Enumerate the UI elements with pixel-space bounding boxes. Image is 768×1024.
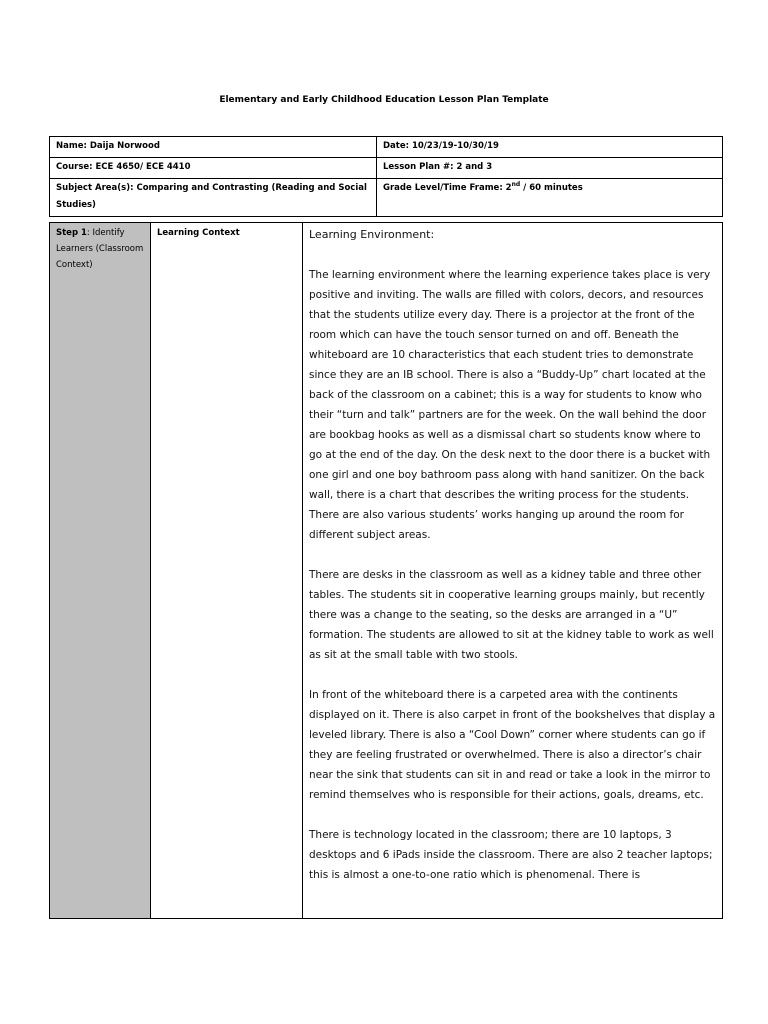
course-field: Course: ECE 4650/ ECE 4410 <box>50 158 377 179</box>
grade-level-sup: nd <box>511 181 521 189</box>
subject-area-field: Subject Area(s): Comparing and Contrasting (Reading and Social Studies) <box>50 179 377 217</box>
step-description: : Identify Learners (Classroom Context) <box>56 228 144 270</box>
step-1-table <box>49 222 723 919</box>
grade-level-prefix: Grade Level/Time Frame: 2 <box>383 183 512 193</box>
paragraph: The learning environment where the learning experience takes place is very positive and inviting. The walls are filled with colors, decors, and resources that the students utilize every day. There is a projector at the front of the room which can have the touch sensor turned on and off. Beneath the whiteboard are 10 characteristics that each student tries to demonstrate since they are an IB school. There is also a “Buddy-Up” chart located at the back of the classroom on a cabinet; this is a way for students to know who their “turn and talk” partners are for the week. On the wall behind the door are bookbag hooks as well as a dismissal chart so students know where to go at the end of the day. On the desk next to the door there is a bucket with one girl and one boy bathroom pass along with hand sanitizer. On the back wall, there is a chart that describes the writing process for the students. There are also various students’ works hanging up around the room for different subject areas. <box>309 269 711 541</box>
paragraph: In front of the whiteboard there is a carpeted area with the continents displayed on it. There is also carpet in front of the bookshelves that display a leveled library. There is also a “Cool Down” corner where students can go if they are feeling frustrated or overwhelmed. There is also a director’s chair near the sink that students can sit in and read or take a look in the mirror to remind themselves who is responsible for their actions, goals, dreams, etc. <box>309 689 716 801</box>
table-row <box>50 158 723 179</box>
step-label-cell <box>50 223 151 919</box>
paragraph: There is technology located in the classroom; there are 10 laptops, 3 desktops and 6 iPads inside the classroom. There are also 2 teacher laptops; this is almost a one-to-one ratio which is phenomenal. There is <box>309 829 713 881</box>
lesson-plan-field: Lesson Plan #: 2 and 3 <box>377 158 723 179</box>
step-number: Step 1 <box>56 228 87 238</box>
name-field: Name: Daija Norwood <box>50 137 377 158</box>
table-row <box>50 223 723 919</box>
section-heading: Learning Environment: <box>309 228 435 241</box>
lesson-info-table <box>49 136 723 217</box>
paragraph: There are desks in the classroom as well as a kidney table and three other tables. The students sit in cooperative learning groups mainly, but recently there was a change to the seating, so the desks are arranged in a “U” formation. The students are allowed to sit at the kidney table to work as well as sit at the small table with two stools. <box>309 569 714 661</box>
document-title: Elementary and Early Childhood Education Lesson Plan Template <box>219 95 549 105</box>
grade-level-field <box>377 179 723 217</box>
grade-level-suffix: / 60 minutes <box>520 183 583 193</box>
date-field: Date: 10/23/19-10/30/19 <box>377 137 723 158</box>
table-row <box>50 137 723 158</box>
learning-environment-content <box>303 223 723 919</box>
learning-context-label: Learning Context <box>151 223 303 919</box>
table-row <box>50 179 723 217</box>
